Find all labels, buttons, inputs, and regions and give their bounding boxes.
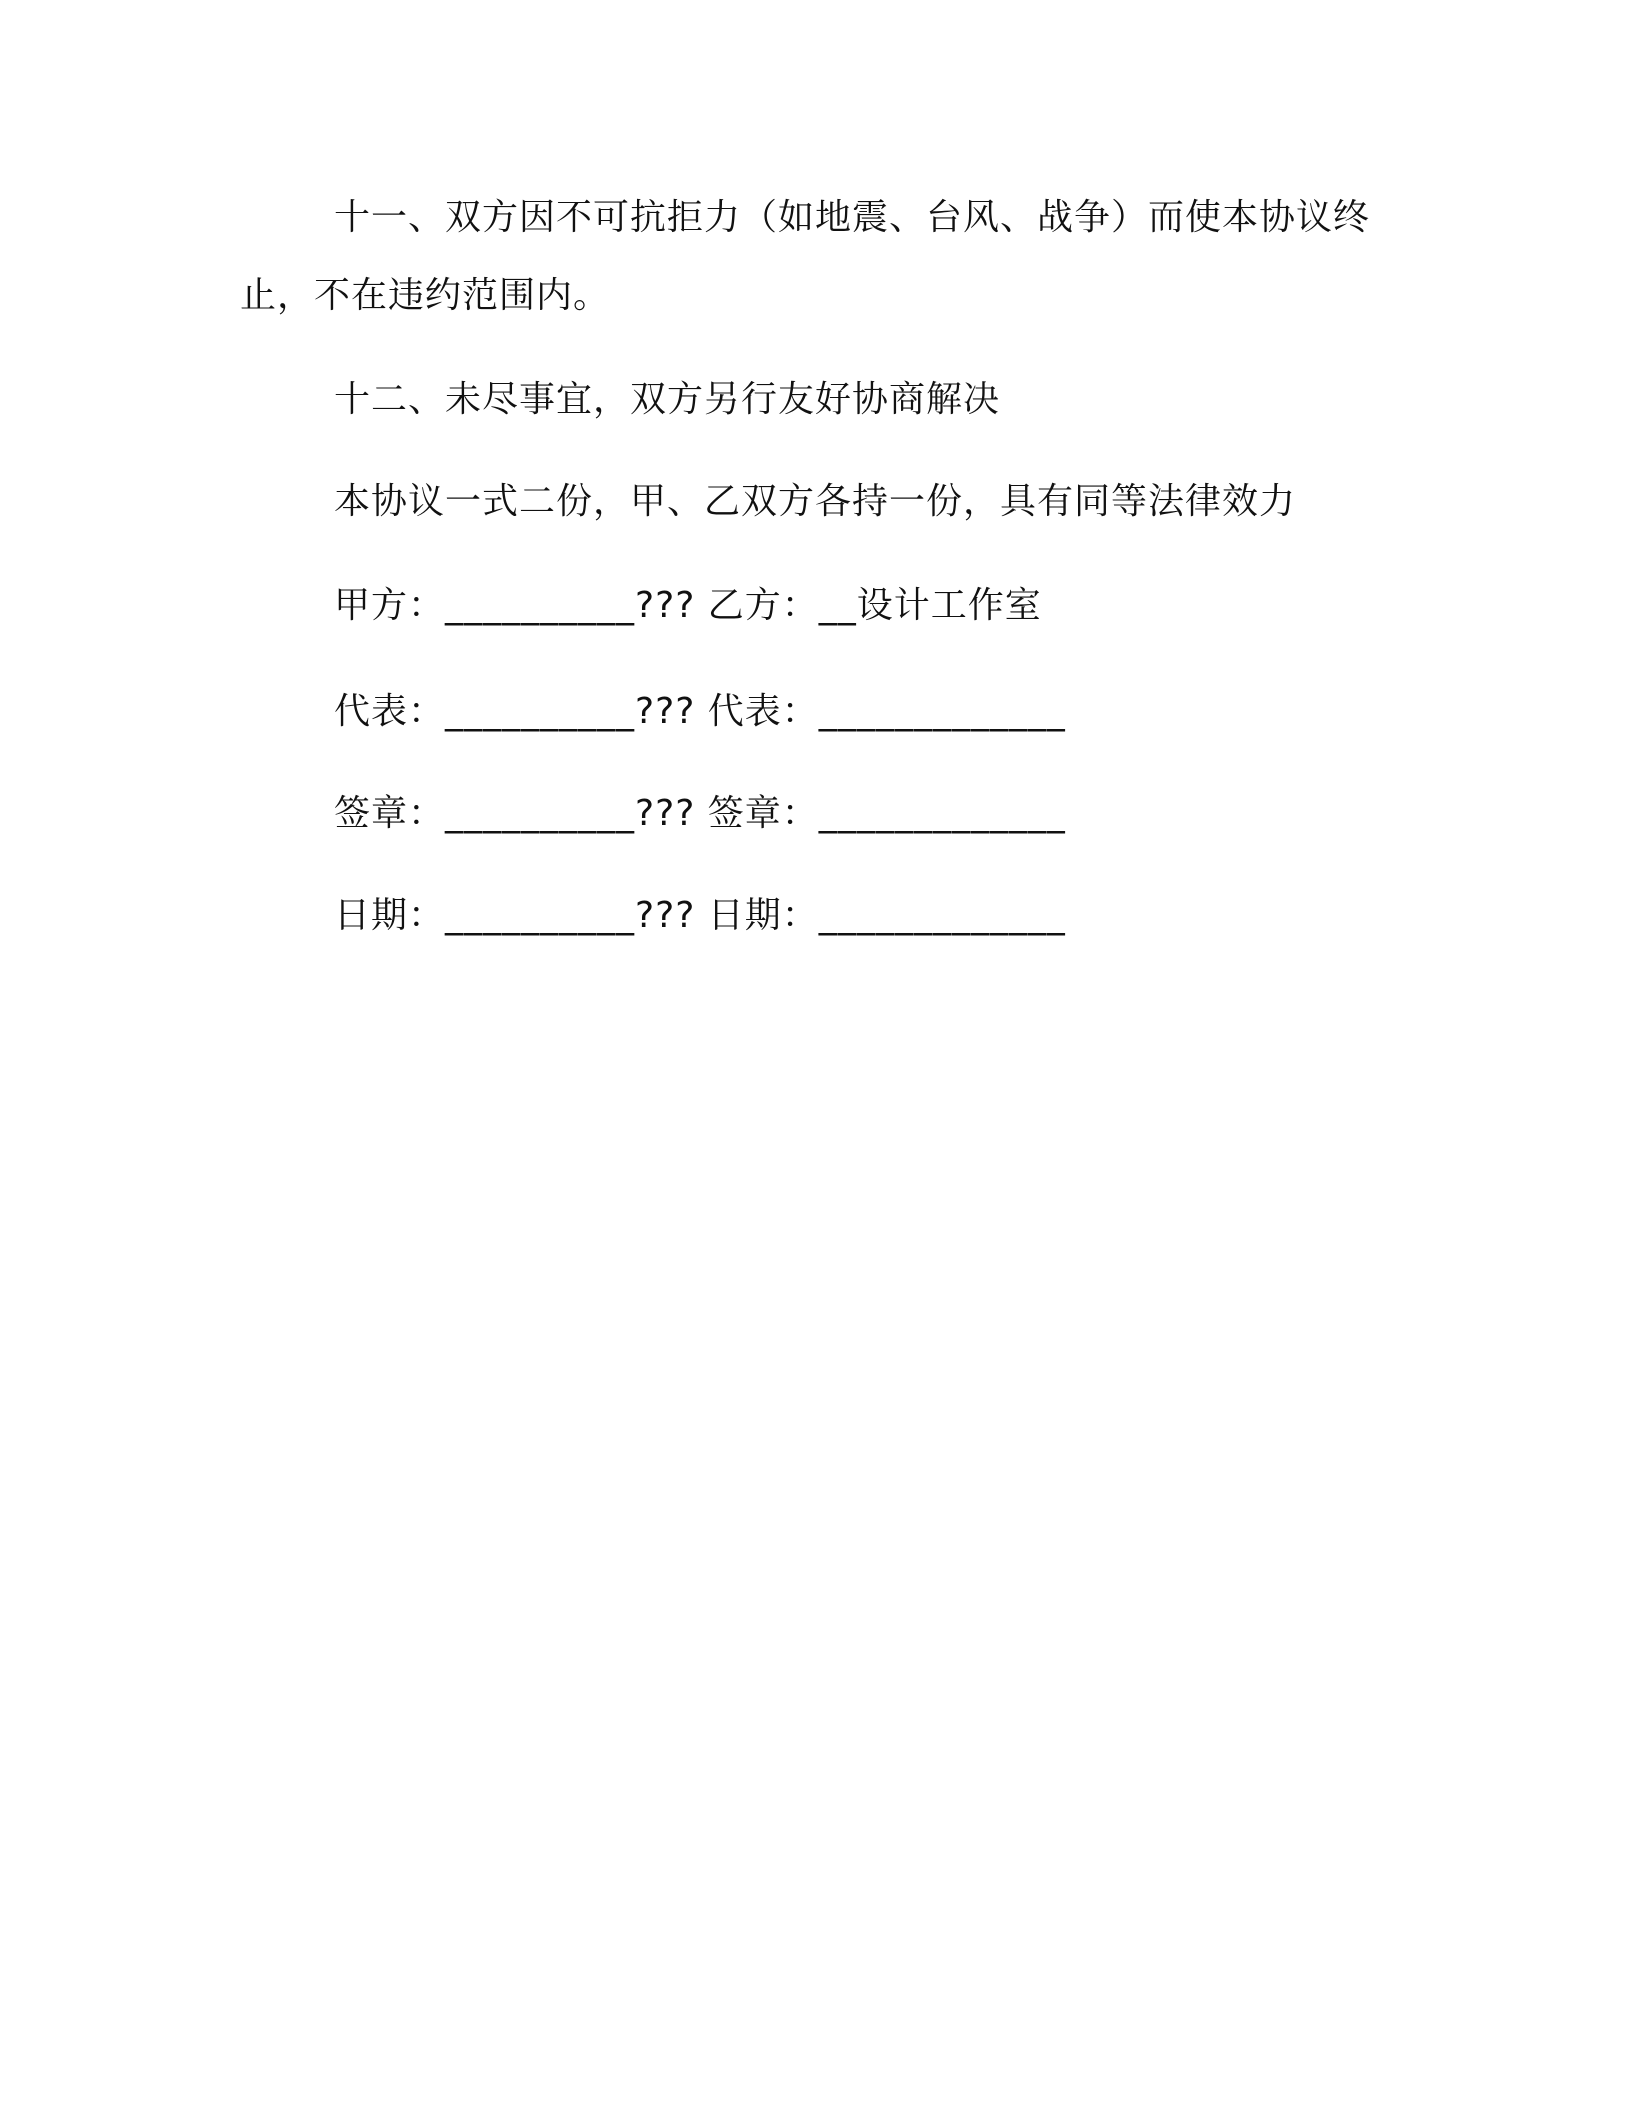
signature-seal-row: 签章：__________??? 签章：_____________ [334,793,1066,834]
signature-date-row: 日期：__________??? 日期：_____________ [334,895,1066,936]
copies-statement: 本协议一式二份，甲、乙双方各持一份，具有同等法律效力 [334,481,1297,522]
signature-representative-row: 代表：__________??? 代表：_____________ [334,691,1066,732]
clause-12: 十二、未尽事宜，双方另行友好协商解决 [334,379,1001,420]
signature-party-row: 甲方：__________??? 乙方：__设计工作室 [334,585,1042,626]
clause-11-line-1: 十一、双方因不可抗拒力（如地震、台风、战争）而使本协议终 [334,197,1371,238]
clause-11-line-2: 止，不在违约范围内。 [240,275,611,316]
